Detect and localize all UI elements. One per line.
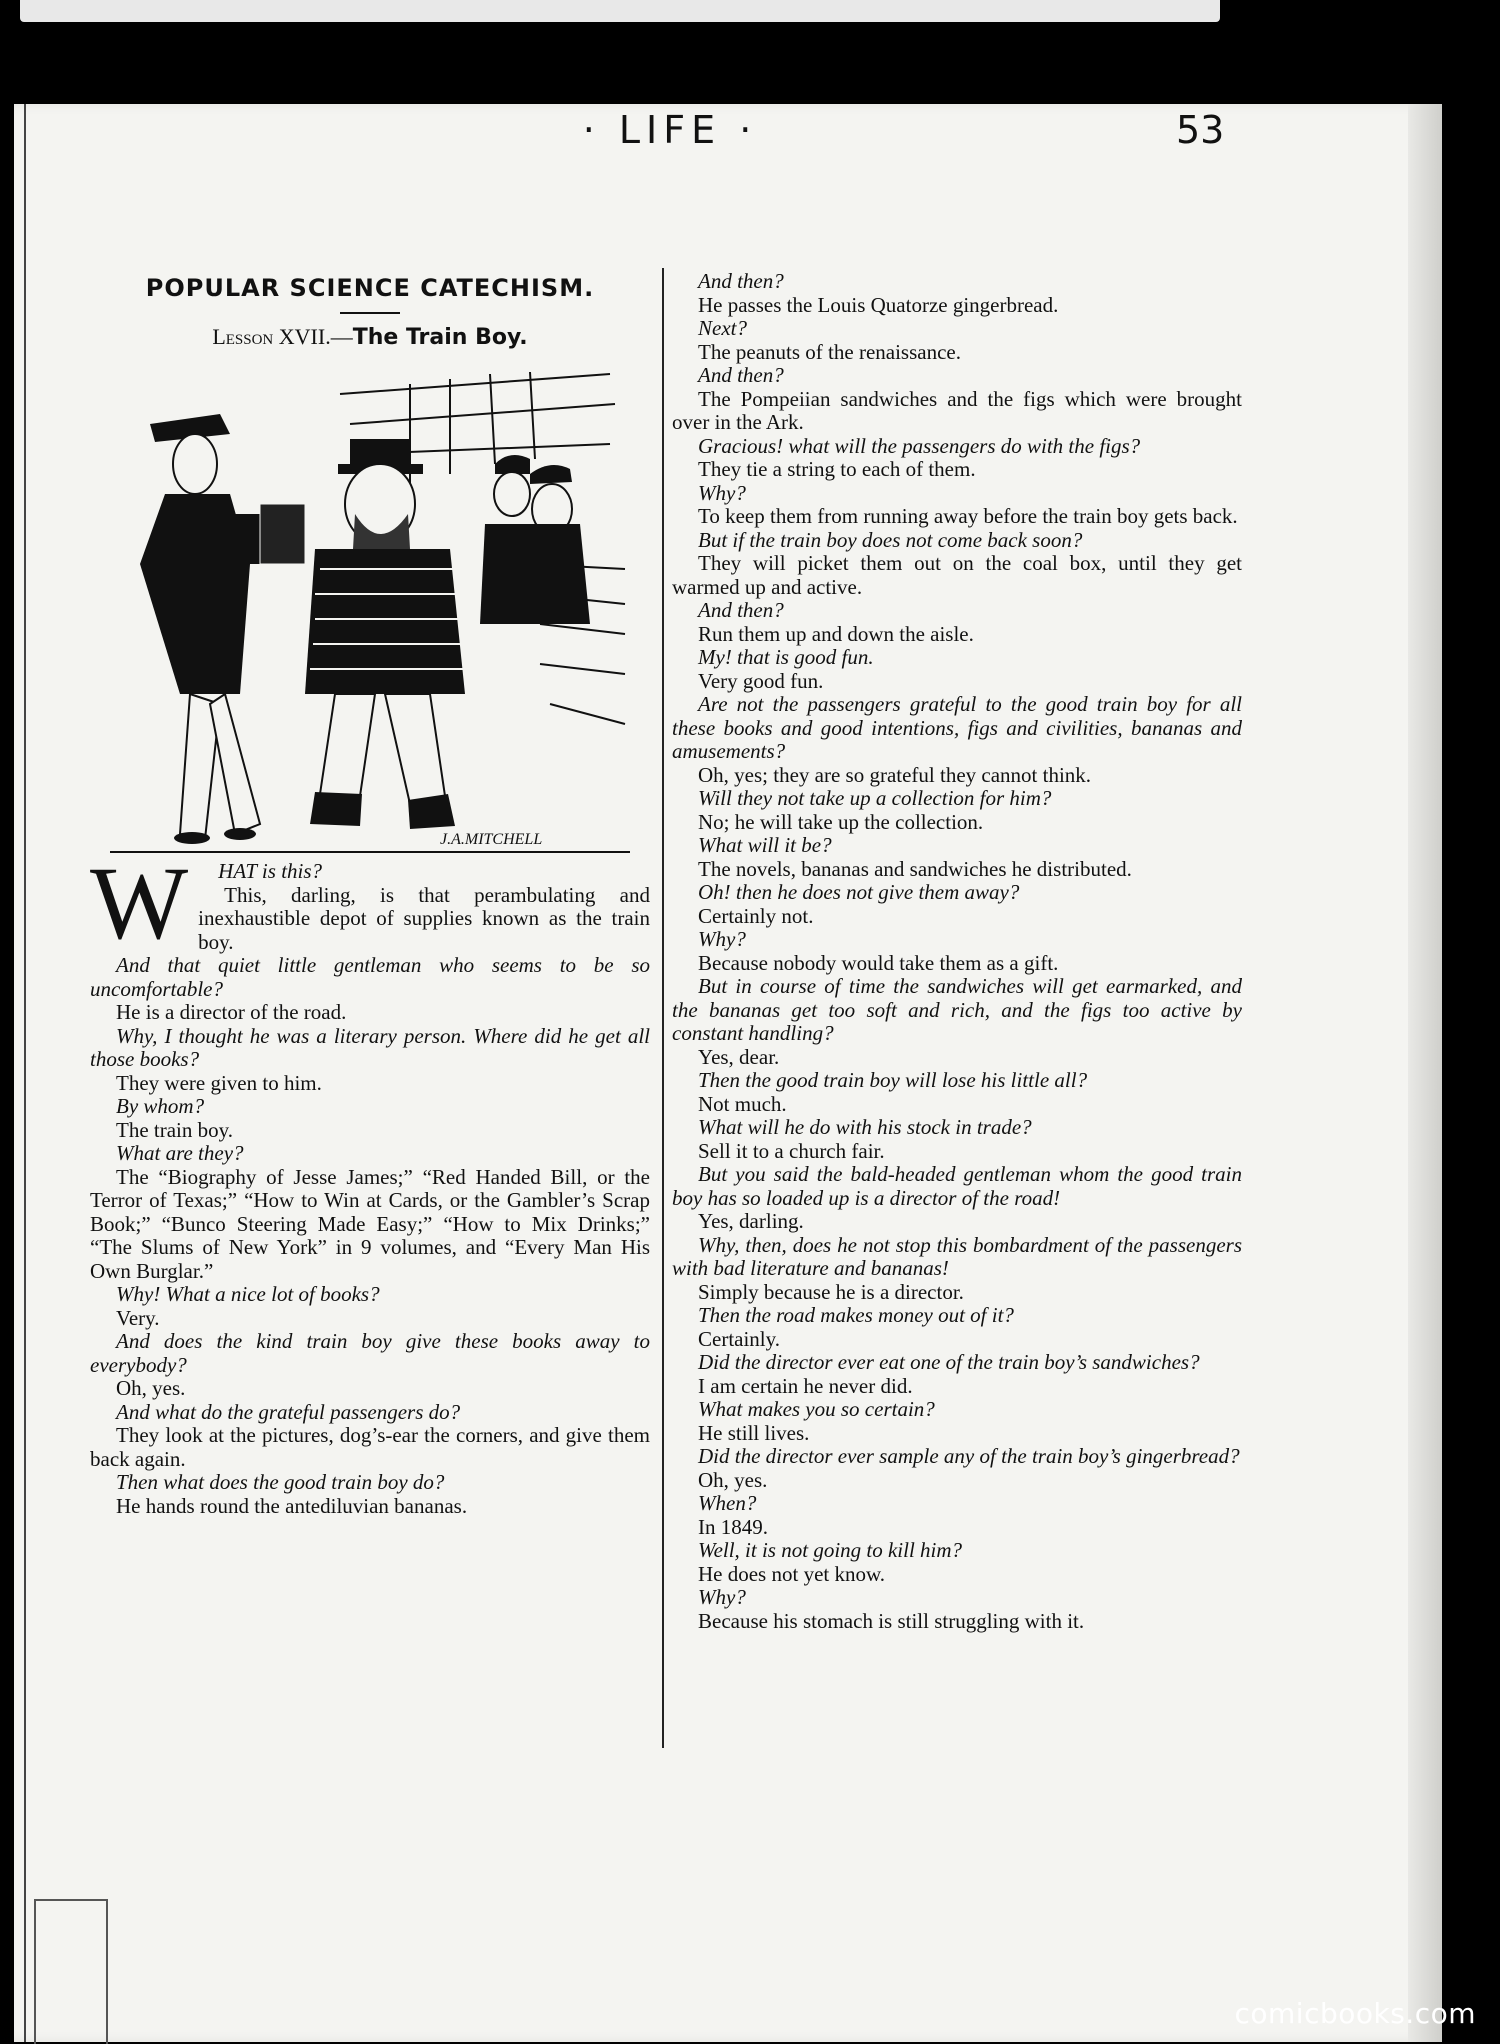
catechism-answer: To keep them from running away before the train boy gets back. [698, 504, 1238, 528]
catechism-answer: Not much. [698, 1091, 787, 1116]
intro-paragraph [90, 846, 650, 961]
catechism-answer: Yes, darling. [698, 1209, 804, 1233]
catechism-question: Why, then, does he not stop this bombardment of the passengers with bad literature and bananas! [672, 1232, 1242, 1280]
catechism-question: But you said the bald-headed gentleman whom the good train boy has so loaded up is a director of the road! [672, 1162, 1242, 1210]
catechism-question: Why, I thought he was a literary person. Where did he get all those books? [90, 1023, 650, 1071]
intro-question: HAT is this? [218, 859, 323, 883]
catechism-question: Why? [698, 927, 746, 951]
catechism-question: Gracious! what will the passengers do with the figs? [698, 433, 1141, 458]
catechism-answer: Simply because he is a director. [698, 1279, 964, 1304]
train-boy-figure [140, 414, 305, 844]
catechism-answer: Oh, yes. [698, 1467, 768, 1492]
catechism-question: And then? [698, 598, 784, 622]
catechism-question: And what do the grateful passengers do? [116, 1399, 461, 1424]
catechism-answer: The novels, bananas and sandwiches he distributed. [698, 856, 1132, 881]
catechism-question: But if the train boy does not come back soon? [698, 527, 1083, 552]
catechism-question: Will they not take up a collection for him? [698, 786, 1052, 810]
catechism-answer: He is a director of the road. [116, 1000, 347, 1024]
catechism-question: When? [698, 1491, 757, 1515]
masthead: · LIFE · [582, 108, 758, 152]
catechism-answer: They look at the pictures, dog’s-ear the corners, and give them back again. [90, 1423, 650, 1471]
catechism-question: Did the director ever eat one of the train boy’s sandwiches? [698, 1350, 1200, 1374]
catechism-question: Why? [698, 480, 746, 505]
catechism-question: Are not the passengers grateful to the good train boy for all these books and good intentions, figs and civilities, bananas and amusements? [672, 692, 1242, 763]
catechism-question: Why? [698, 1585, 746, 1609]
catechism-answer: In 1849. [698, 1514, 768, 1539]
catechism-question: Why! What a nice lot of books? [116, 1282, 380, 1306]
catechism-question: What will he do with his stock in trade? [698, 1115, 1032, 1139]
drop-cap: W [90, 846, 189, 961]
left-dialogue [90, 846, 650, 1518]
catechism-question: Then the road makes money out of it? [698, 1303, 1014, 1327]
catechism-answer: They were given to him. [116, 1070, 322, 1095]
catechism-question: Did the director ever sample any of the train boy’s gingerbread? [698, 1444, 1240, 1468]
illustration-drawing [110, 364, 630, 854]
scan-background-top [0, 0, 1500, 110]
catechism-answer: Oh, yes; they are so grateful they cannot think. [698, 762, 1092, 787]
catechism-answer: Because his stomach is still struggling with it. [698, 1608, 1085, 1633]
catechism-answer: They tie a string to each of them. [698, 457, 976, 481]
intro-answer: This, darling, is that perambulating and inexhaustible depot of supplies known as the train boy. [198, 882, 650, 954]
catechism-question: And does the kind train boy give these books away to everybody? [90, 1329, 650, 1377]
catechism-question: My! that is good fun. [698, 645, 874, 669]
catechism-answer: Oh, yes. [116, 1376, 186, 1400]
catechism-answer: I am certain he never did. [698, 1373, 913, 1398]
catechism-question: Then what does the good train boy do? [116, 1470, 445, 1494]
gutter-line [24, 104, 26, 2042]
lesson-title: The Train Boy. [352, 325, 528, 350]
previous-page-strip [20, 0, 1220, 22]
page-number: 53 [1176, 108, 1225, 152]
catechism-answer: The “Biography of Jesse James;” “Red Handed Bill, or the Terror of Texas;” “How to Win at Cards, or the Gambler’s Scrap Book;” “Bunco Steering Made Easy;” “How to Mix Drinks;” “The Slums of New York” in 9 volumes, and “Every Man His Own Burglar.” [90, 1164, 650, 1283]
binding-strip [34, 1899, 108, 2044]
article-title: POPULAR SCIENCE CATECHISM. [145, 274, 595, 302]
catechism-answer: He passes the Louis Quatorze gingerbread. [698, 292, 1059, 317]
catechism-answer: The peanuts of the renaissance. [698, 339, 961, 364]
catechism-answer: Certainly. [698, 1326, 781, 1351]
catechism-answer: He hands round the antediluvian bananas. [116, 1493, 468, 1518]
lesson-prefix: Lesson XVII.— [212, 324, 353, 349]
catechism-question: What are they? [116, 1141, 244, 1165]
catechism-answer: Sell it to a church fair. [698, 1138, 885, 1163]
catechism-answer: He does not yet know. [698, 1561, 886, 1586]
catechism-question: What makes you so certain? [698, 1397, 935, 1421]
lesson-heading [90, 324, 650, 350]
catechism-question: Well, it is not going to kill him? [698, 1538, 963, 1562]
catechism-answer: Very. [116, 1305, 160, 1330]
watermark: comicbooks.com [1234, 1997, 1476, 2030]
catechism-question: Oh! then he does not give them away? [698, 880, 1020, 904]
catechism-question: By whom? [116, 1094, 205, 1118]
column-rule [662, 268, 664, 1748]
director-figure [305, 439, 465, 829]
illustration-signature: J.A.MITCHELL [440, 831, 543, 848]
catechism-answer: He still lives. [698, 1420, 810, 1445]
catechism-question: Then the good train boy will lose his little all? [698, 1068, 1088, 1092]
catechism-answer: Very good fun. [698, 668, 824, 693]
catechism-answer: No; he will take up the collection. [698, 809, 984, 834]
title-rule [340, 312, 400, 314]
catechism-answer: The train boy. [116, 1117, 234, 1142]
catechism-question: What will it be? [698, 833, 832, 857]
catechism-answer: Certainly not. [698, 903, 814, 928]
right-column [672, 270, 1242, 1633]
background-passengers [480, 455, 590, 624]
catechism-answer: Yes, dear. [698, 1044, 780, 1069]
left-lines [90, 954, 650, 1518]
left-column [90, 270, 650, 1518]
page-edge [1408, 104, 1442, 2042]
catechism-answer: They will picket them out on the coal box, until they get warmed up and active. [672, 551, 1242, 599]
train-boy-illustration [110, 364, 630, 854]
catechism-question: But in course of time the sandwiches will get earmarked, and the bananas get too soft and rich, and the figs too active by constant handling? [672, 974, 1242, 1045]
catechism-answer: The Pompeiian sandwiches and the figs which were brought over in the Ark. [672, 386, 1242, 434]
catechism-question: Next? [698, 316, 747, 340]
catechism-question: And then? [698, 269, 784, 293]
right-dialogue [672, 270, 1242, 1633]
catechism-answer: Because nobody would take them as a gift. [698, 950, 1059, 975]
catechism-question: And that quiet little gentleman who seems to be so uncomfortable? [90, 953, 650, 1001]
catechism-question: And then? [698, 363, 784, 387]
catechism-answer: Run them up and down the aisle. [698, 621, 974, 646]
